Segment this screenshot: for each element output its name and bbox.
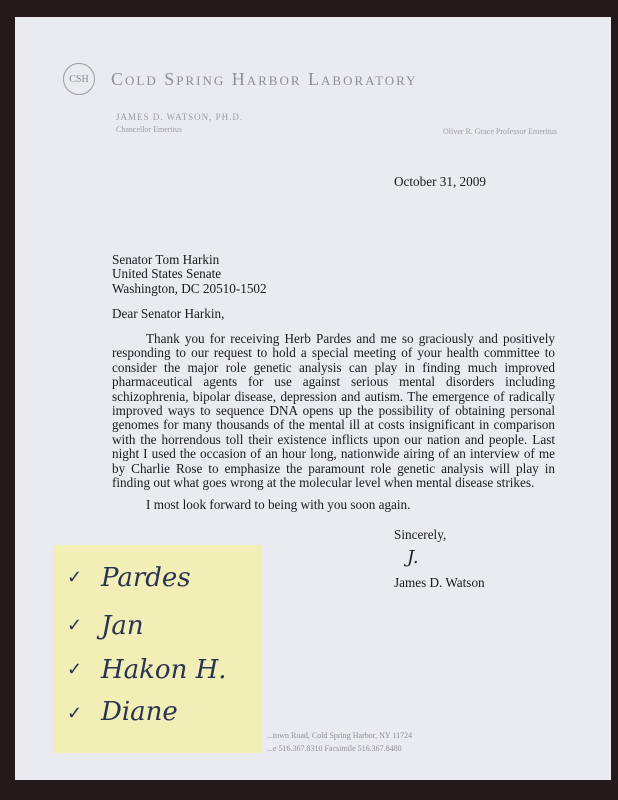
body-paragraph: Thank you for receiving Herb Pardes and me so graciously and positively responding to our request to hold a special meeting of your health committee to consider the major role genetic analysis can play in finding much improved pharmaceutical agents for use against serious mental disorders including schizophrenia, bipolar disease, depression and autism. The emergence of radically improved ways to sequence DNA opens up the possibility of obtaining personal genomes for many thousands of the mental ill at costs insignificant in comparison with the horrendous toll their existence inflicts upon our nation and people. Last night I used the occasion of an hour long, nationwide airing of an interview of me by Charlie Rose to emphasize the paramount role genetic analysis will play in finding out what goes wrong at the molecular level when mental disease strikes.	[112, 331, 555, 491]
check-mark-icon: ✓	[67, 567, 83, 587]
csh-logo: CSH	[63, 63, 95, 95]
signer-name: James D. Watson	[394, 575, 485, 590]
footer-address: ...town Road, Cold Spring Harbor, NY 11724	[267, 731, 413, 740]
sticky-item: Diane	[101, 697, 178, 727]
letterhead-name: JAMES D. WATSON, PH.D.	[116, 112, 244, 122]
address-line: Washington, DC 20510-1502	[112, 280, 267, 296]
footer-phone: ...e 516.367.8310 Facsimile 516.367.8480	[267, 744, 402, 753]
salutation: Dear Senator Harkin,	[112, 306, 225, 321]
closing-paragraph: I most look forward to being with you soon again.	[146, 497, 411, 512]
address-line: United States Senate	[112, 266, 222, 282]
check-mark-icon: ✓	[67, 659, 83, 679]
sticky-note	[53, 545, 262, 753]
closing: Sincerely,	[394, 527, 447, 542]
letter-page	[15, 17, 611, 780]
check-mark-icon: ✓	[67, 615, 83, 635]
letter-date: October 31, 2009	[394, 174, 486, 189]
letterhead-title-right: Oliver R. Grace Professor Emeritus	[443, 127, 557, 136]
lab-name: Cold Spring Harbor Laboratory	[111, 69, 418, 89]
sticky-item: Pardes	[101, 563, 191, 593]
signature: J.	[407, 547, 419, 568]
sticky-item: Hakon H.	[101, 655, 227, 685]
sticky-item: Jan	[101, 611, 144, 641]
recipient-address	[112, 253, 267, 296]
check-mark-icon: ✓	[67, 703, 83, 723]
letterhead-title-left: Chancellor Emeritus	[116, 125, 182, 134]
address-line: Senator Tom Harkin	[112, 252, 220, 267]
